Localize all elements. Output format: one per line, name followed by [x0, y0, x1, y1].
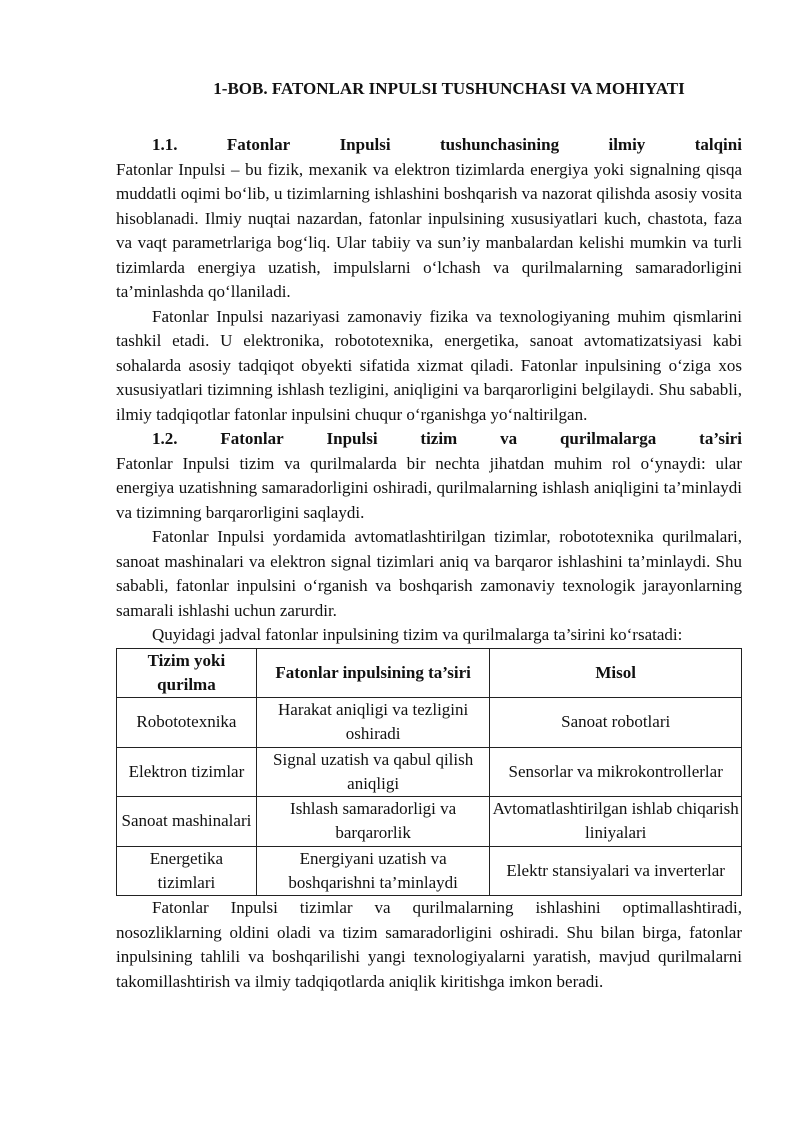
heading-word: va: [500, 429, 518, 448]
heading-word: ta’siri: [699, 429, 742, 448]
section-1-2-paragraph-2: Fatonlar Inpulsi yordamida avtomatlashtirilgan tizimlar, robototexnika qurilmalari, sanoat mashinalari va elektron signal tizimlari aniq va barqaror ishlashini ta’minlaydi. Shu sababli, fatonlar inpulsini o‘rganish va boshqarish zamonaviy texnologik jarayonlarning samarali ishlashi uchun zarurdir.: [116, 527, 742, 620]
heading-word: Inpulsi: [326, 429, 378, 448]
table-header-cell: Tizim yoki qurilma: [117, 648, 257, 698]
impact-table: [116, 648, 742, 897]
table-cell: Robototexnika: [117, 698, 257, 748]
heading-word: Fatonlar: [220, 429, 284, 448]
section-1-2-paragraph-4: Fatonlar Inpulsi tizimlar va qurilmalarning ishlashini optimallashtiradi, nosozliklarning oldini oladi va tizim samaradorligini oshiradi. Shu bilan birga, fatonlar inpulsining tahlili va boshqarilishi yangi texnologiyalarni yaratish, mavjud qurilmalarni takomillashtirish va ilmiy tadqiqotlarda aniqlik kiritishga imkon beradi.: [116, 898, 742, 991]
table-cell: Sanoat robotlari: [490, 698, 742, 748]
table-row: [117, 747, 742, 797]
table-row: [117, 846, 742, 896]
table-cell: Sensorlar va mikrokontrollerlar: [490, 747, 742, 797]
table-row: [117, 797, 742, 847]
heading-word: ilmiy: [608, 135, 646, 154]
table-cell: Energiyani uzatish va boshqarishni ta’minlaydi: [256, 846, 490, 896]
heading-word: qurilmalarga: [559, 429, 657, 448]
table-intro: Quyidagi jadval fatonlar inpulsining tizim va qurilmalarga ta’sirini ko‘rsatadi:: [152, 625, 683, 644]
table-cell: Energetika tizimlari: [117, 846, 257, 896]
section-1-2-heading: [116, 427, 742, 452]
table-header-cell: Misol: [490, 648, 742, 698]
table-cell: Ishlash samaradorligi va barqarorlik: [256, 797, 490, 847]
table-cell: Sanoat mashinalari: [117, 797, 257, 847]
heading-word: 1.1.: [152, 135, 178, 154]
heading-word: Inpulsi: [339, 135, 391, 154]
heading-word: Fatonlar: [226, 135, 291, 154]
chapter-title: 1-BOB. FATONLAR INPULSI TUSHUNCHASI VA MOHIYATI: [213, 79, 685, 98]
section-1-1-heading: [116, 133, 742, 158]
table-header-row: [117, 648, 742, 698]
section-1-2-paragraph-1: Fatonlar Inpulsi tizim va qurilmalarda bir nechta jihatdan muhim rol o‘ynaydi: ular energiya uzatishning samaradorligini oshiradi, qurilmalarning ishlash aniqligini ta’minlaydi va tizimning barqarorligini saqlaydi.: [116, 453, 742, 522]
heading-word: tushunchasining: [440, 135, 560, 154]
table-header-cell: Fatonlar inpulsining ta’siri: [256, 648, 490, 698]
table-row: [117, 698, 742, 748]
heading-word: 1.2.: [152, 429, 178, 448]
spacer: [116, 101, 742, 133]
table-cell: Elektr stansiyalari va inverterlar: [490, 846, 742, 896]
table-cell: Elektron tizimlar: [117, 747, 257, 797]
heading-word: talqini: [694, 135, 742, 154]
section-1-1-paragraph-1: Fatonlar Inpulsi – bu fizik, mexanik va elektron tizimlarda energiya yoki signalning qisqa muddatli oqimi bo‘lib, u tizimlarning ishlashini boshqarish va nazorat qilishda asosiy vosita hisoblanadi. Ilmiy nuqtai nazardan, fatonlar inpulsining xususiyatlari kuch, chastota, faza va vaqt parametrlariga bog‘liq. Ular tabiiy va sun’iy manbalardan kelishi mumkin va turli tizimlarda energiya uzatish, impulslarni o‘lchash va qurilmalarning samaradorligini ta’minlashda qo‘llaniladi.: [116, 159, 742, 301]
document-page: [116, 70, 742, 994]
table-cell: Avtomatlashtirilgan ishlab chiqarish liniyalari: [490, 797, 742, 847]
table-cell: Harakat aniqligi va tezligini oshiradi: [256, 698, 490, 748]
table-cell: Signal uzatish va qabul qilish aniqligi: [256, 747, 490, 797]
heading-word: tizim: [420, 429, 458, 448]
section-1-1-paragraph-2: Fatonlar Inpulsi nazariyasi zamonaviy fizika va texnologiyaning muhim qismlarini tashkil etadi. U elektronika, robototexnika, energetika, sanoat avtomatizatsiyasi kabi sohalarda asosiy tadqiqot obyekti sifatida xizmat qiladi. Fatonlar inpulsining o‘ziga xos xususiyatlari tizimning ishlash tezligini, aniqligini va barqarorligini belgilaydi. Shu sababli, ilmiy tadqiqotlar fatonlar inpulsini chuqur o‘rganishga yo‘naltirilgan.: [116, 306, 742, 424]
